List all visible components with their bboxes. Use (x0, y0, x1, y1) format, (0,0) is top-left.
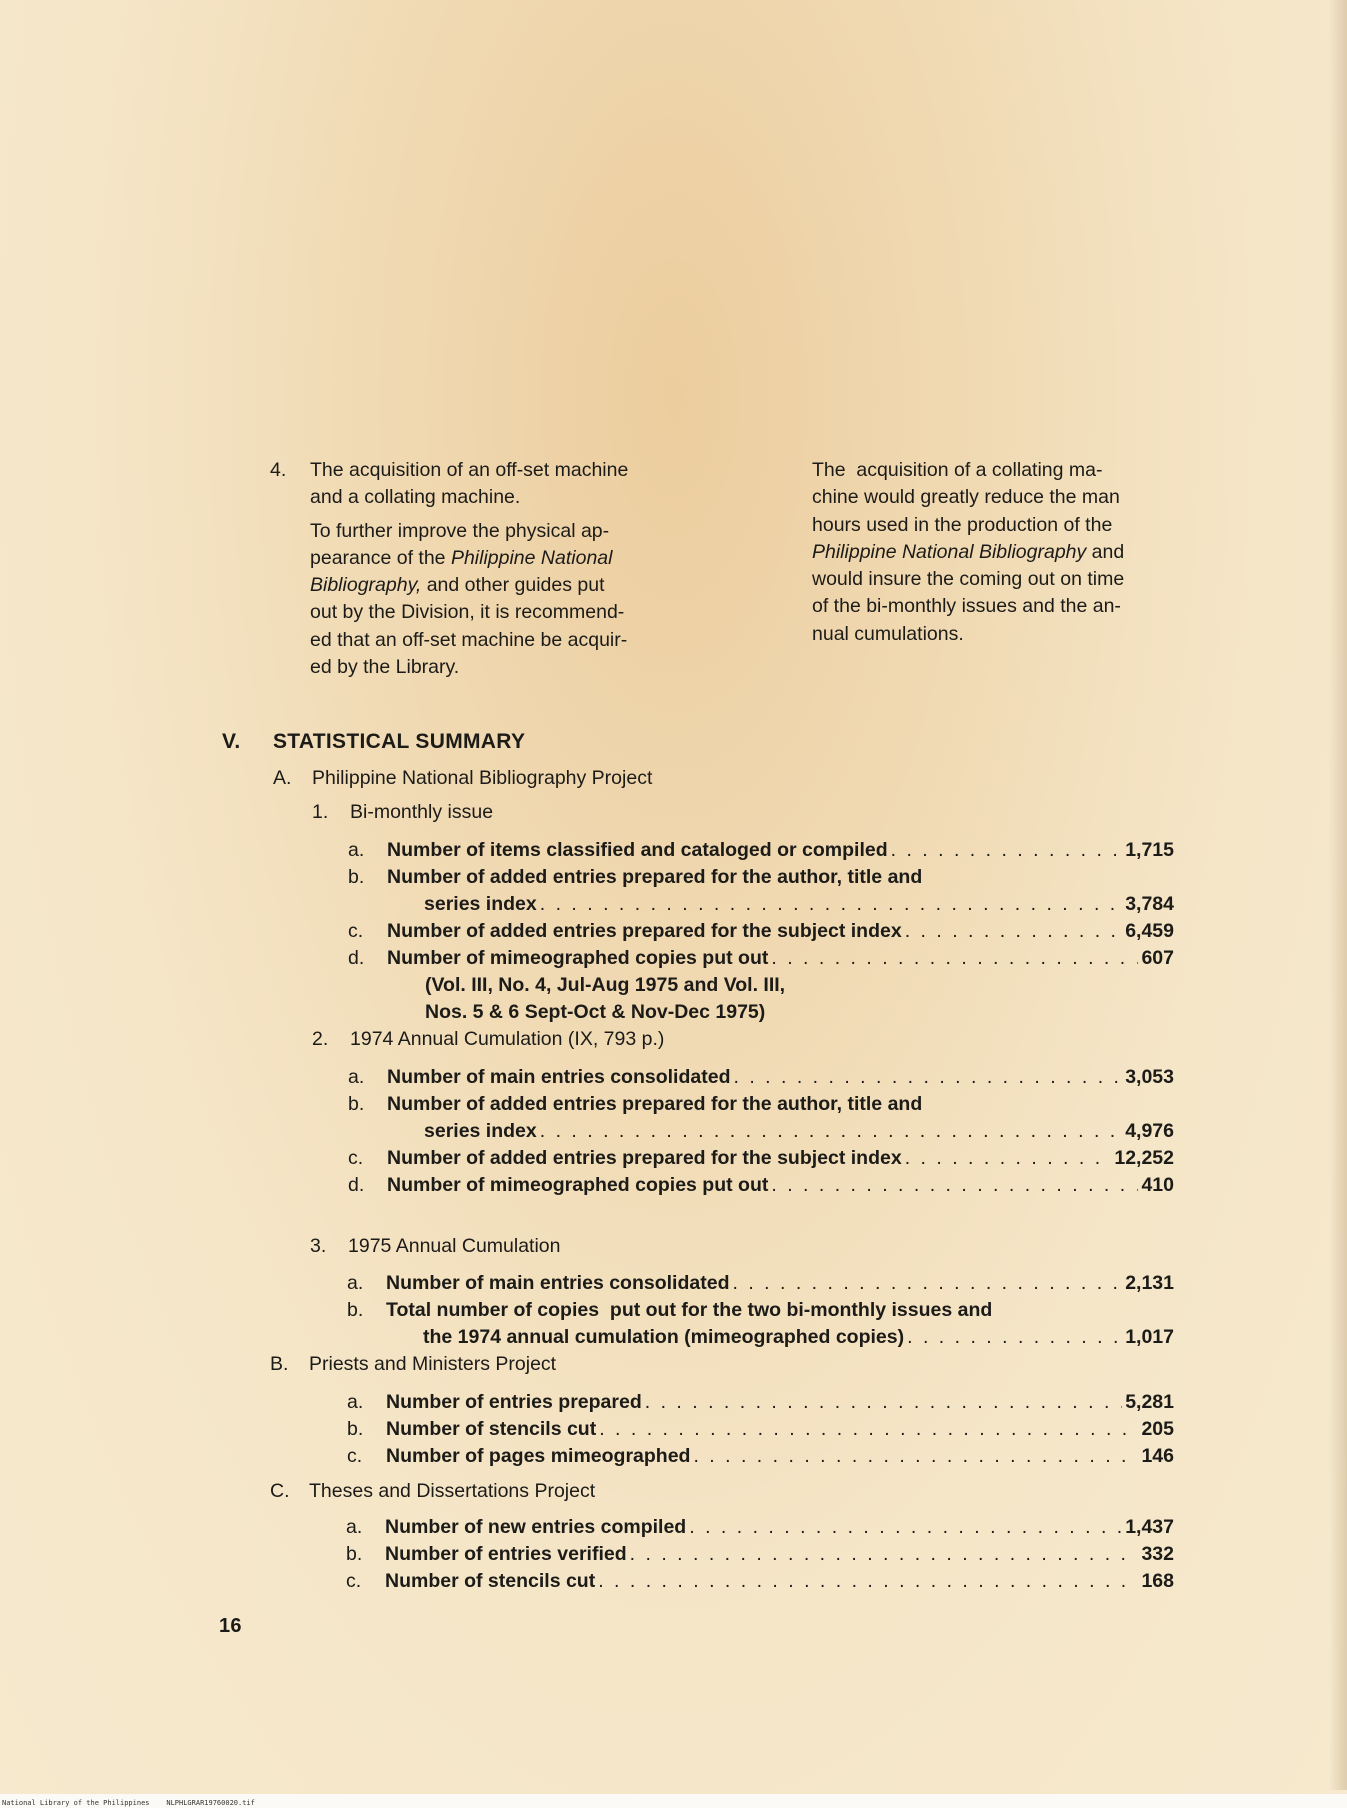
note-line: (Vol. III, No. 4, Jul-Aug 1975 and Vol. III, (425, 974, 786, 996)
section-roman-numeral: V. (222, 730, 241, 753)
italic-title: Philippine National Bibliography (812, 540, 1087, 563)
stat-value: 205 (1141, 1418, 1174, 1440)
item-letter: b. (346, 1543, 363, 1565)
stat-label: Number of new entries compiled (385, 1516, 687, 1538)
dot-leader (540, 1118, 1122, 1145)
dot-leader (907, 1324, 1122, 1351)
item-letter: a. (347, 1272, 364, 1294)
recommendation-heading (310, 457, 675, 512)
sub2-title: 1974 Annual Cumulation (IX, 793 p.) (350, 1028, 665, 1050)
stat-value: 332 (1141, 1543, 1174, 1565)
section-c-letter: C. (270, 1480, 290, 1502)
section-c-title: Theses and Dissertations Project (309, 1480, 596, 1502)
stat-row (385, 1541, 1174, 1568)
heading-line: and a collating machine. (310, 486, 521, 509)
stat-label: Number of added entries prepared for the subject index (387, 1147, 902, 1169)
stat-label: Number of entries prepared (386, 1391, 642, 1413)
body-line: ed by the Library. (310, 656, 460, 679)
right-line: of the bi-monthly issues and the an- (812, 595, 1121, 618)
stat-label: Number of items classified and cataloged or compiled (387, 839, 888, 861)
right-line (812, 539, 1180, 566)
stat-row (424, 1118, 1174, 1145)
dot-leader (891, 837, 1123, 864)
sub1-title: Bi-monthly issue (350, 801, 494, 823)
stat-row (387, 1172, 1174, 1199)
stat-value: 410 (1141, 1174, 1174, 1196)
item-letter: a. (347, 1391, 364, 1413)
stat-label-continued: series index (424, 893, 537, 915)
stat-row (387, 837, 1174, 864)
stat-label: Number of added entries prepared for the author, title and (387, 1093, 923, 1115)
section-title: STATISTICAL SUMMARY (273, 730, 526, 753)
recommendation-right-column (812, 457, 1180, 648)
stat-label: Number of entries verified (385, 1543, 627, 1565)
dot-leader (905, 1145, 1112, 1172)
stat-row (387, 1064, 1174, 1091)
body-line: To further improve the physical ap- (310, 519, 610, 542)
scan-footer-strip (0, 1794, 1347, 1808)
right-line: nual cumulations. (812, 622, 964, 645)
item-letter: b. (348, 866, 365, 888)
dot-leader (771, 945, 1138, 972)
stat-row (424, 891, 1174, 918)
right-line: would insure the coming out on time (812, 568, 1125, 591)
stat-value: 3,784 (1125, 893, 1174, 915)
right-line: chine would greatly reduce the man (812, 486, 1120, 509)
stat-row (386, 1389, 1174, 1416)
stat-label: Number of stencils cut (386, 1418, 597, 1440)
stat-label: Total number of copies put out for the two bi-monthly issues and (386, 1299, 993, 1321)
item-letter: b. (347, 1299, 364, 1321)
section-a-title: Philippine National Bibliography Project (312, 767, 653, 789)
item-letter: a. (348, 1066, 365, 1088)
dot-leader (771, 1172, 1138, 1199)
body-line: ed that an off-set machine be acquir- (310, 628, 628, 651)
stat-row (387, 1145, 1174, 1172)
item-letter: c. (347, 1445, 363, 1467)
stat-label: Number of main entries consolidated (387, 1066, 731, 1088)
dot-leader (689, 1514, 1122, 1541)
stat-row (385, 1568, 1174, 1595)
stat-label: Number of added entries prepared for the subject index (387, 920, 902, 942)
stat-label: Number of mimeographed copies put out (387, 1174, 769, 1196)
item-letter: d. (348, 1174, 365, 1196)
stat-row (387, 945, 1174, 972)
stat-value: 1,715 (1125, 839, 1174, 861)
body-line (310, 572, 675, 599)
dot-leader (599, 1416, 1138, 1443)
note-line: Nos. 5 & 6 Sept-Oct & Nov-Dec 1975) (425, 1001, 766, 1023)
dot-leader (693, 1443, 1138, 1470)
stat-row (423, 1324, 1174, 1351)
stat-value: 607 (1141, 947, 1174, 969)
stat-row (386, 1416, 1174, 1443)
stat-value: 1,017 (1125, 1326, 1174, 1348)
stat-label: Number of pages mimeographed (386, 1445, 691, 1467)
stat-row (385, 1514, 1174, 1541)
item-letter: b. (347, 1418, 364, 1440)
item-letter: b. (348, 1093, 365, 1115)
stat-label: Number of added entries prepared for the author, title and (387, 866, 923, 888)
italic-title: Philippine National (450, 546, 613, 569)
item-letter: a. (346, 1516, 363, 1538)
recommendation-number: 4. (270, 459, 287, 481)
italic-title: Bibliography, (310, 574, 422, 597)
section-b-title: Priests and Ministers Project (309, 1353, 557, 1375)
stat-value: 4,976 (1125, 1120, 1174, 1142)
body-line (310, 545, 675, 572)
page-number: 16 (219, 1615, 242, 1637)
dot-leader (630, 1541, 1139, 1568)
stat-label: Number of stencils cut (385, 1570, 596, 1592)
stat-label-continued: series index (424, 1120, 537, 1142)
sub1-number: 1. (312, 801, 329, 823)
right-line: hours used in the production of the (812, 513, 1113, 536)
page-edge-shadow (1329, 0, 1347, 1790)
stat-label-continued: the 1974 annual cumulation (mimeographed copies) (423, 1326, 905, 1348)
dot-leader (905, 918, 1123, 945)
stat-row (386, 1443, 1174, 1470)
dot-leader (540, 891, 1122, 918)
stat-value: 146 (1141, 1445, 1174, 1467)
recommendation-body (310, 518, 675, 682)
item-letter: c. (348, 1147, 364, 1169)
sub3-number: 3. (310, 1235, 327, 1257)
stat-value: 12,252 (1114, 1147, 1174, 1169)
stat-value: 1,437 (1125, 1516, 1174, 1538)
stat-value: 168 (1141, 1570, 1174, 1592)
body-text: and (1086, 540, 1125, 563)
section-b-letter: B. (270, 1353, 289, 1375)
stat-row (386, 1270, 1174, 1297)
item-letter: d. (348, 947, 365, 969)
stat-label: Number of main entries consolidated (386, 1272, 730, 1294)
stat-value: 5,281 (1125, 1391, 1174, 1413)
item-letter: c. (348, 920, 364, 942)
dot-leader (732, 1270, 1122, 1297)
stat-value: 3,053 (1125, 1066, 1174, 1088)
stat-value: 6,459 (1125, 920, 1174, 942)
body-text: and other guides put (421, 574, 605, 597)
heading-line: The acquisition of an off-set machine (310, 459, 629, 481)
stat-row (387, 918, 1174, 945)
recommendation-left-column (270, 457, 675, 681)
item-letter: c. (346, 1570, 362, 1592)
body-text: pearance of the (310, 546, 451, 569)
sub2-number: 2. (312, 1028, 329, 1050)
right-line: The acquisition of a collating ma- (812, 459, 1103, 481)
stat-value: 2,131 (1125, 1272, 1174, 1294)
sub3-title: 1975 Annual Cumulation (348, 1235, 561, 1257)
item-letter: a. (348, 839, 365, 861)
body-line: out by the Division, it is recommend- (310, 601, 625, 624)
dot-leader (733, 1064, 1122, 1091)
dot-leader (645, 1389, 1122, 1416)
stat-label: Number of mimeographed copies put out (387, 947, 769, 969)
dot-leader (598, 1568, 1138, 1595)
section-a-letter: A. (273, 767, 292, 789)
scan-footer-label: National Library of the Philippines NLPHLGRAR19760020.tif (2, 1799, 255, 1807)
